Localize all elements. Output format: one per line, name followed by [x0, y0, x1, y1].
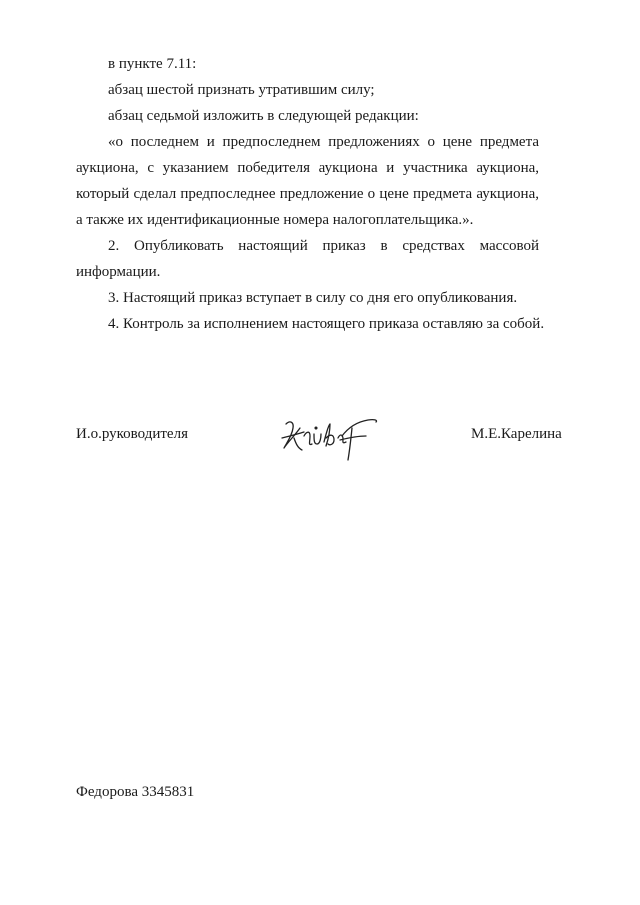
executor-note: Федорова 3345831: [76, 784, 195, 800]
item-2-line-2: информации.: [76, 264, 161, 280]
quote-line-2: аукциона, с указанием победителя аукциона и участника аукциона,: [76, 160, 539, 176]
quote-line-1: «о последнем и предпоследнем предложениях о цене предмета: [108, 134, 539, 150]
quote-line-3: который сделал предпоследнее предложение о цене предмета аукциона,: [76, 186, 539, 202]
item-4: 4. Контроль за исполнением настоящего приказа оставляю за собой.: [108, 316, 545, 332]
paragraph-sixth-abzac: абзац шестой признать утратившим силу;: [108, 82, 375, 98]
signatory-name: М.Е.Карелина: [471, 426, 562, 442]
handwritten-signature-icon: [280, 414, 380, 466]
paragraph-subpoint: в пункте 7.11:: [108, 56, 197, 72]
signatory-position: И.о.руководителя: [76, 426, 188, 442]
signature-block: [0, 414, 640, 474]
quote-line-4: а также их идентификационные номера налогоплательщика.».: [76, 212, 474, 228]
item-2-line-1: 2. Опубликовать настоящий приказ в средствах массовой: [108, 238, 539, 254]
item-3: 3. Настоящий приказ вступает в силу со дня его опубликования.: [108, 290, 518, 306]
paragraph-seventh-abzac: абзац седьмой изложить в следующей редакции:: [108, 108, 419, 124]
